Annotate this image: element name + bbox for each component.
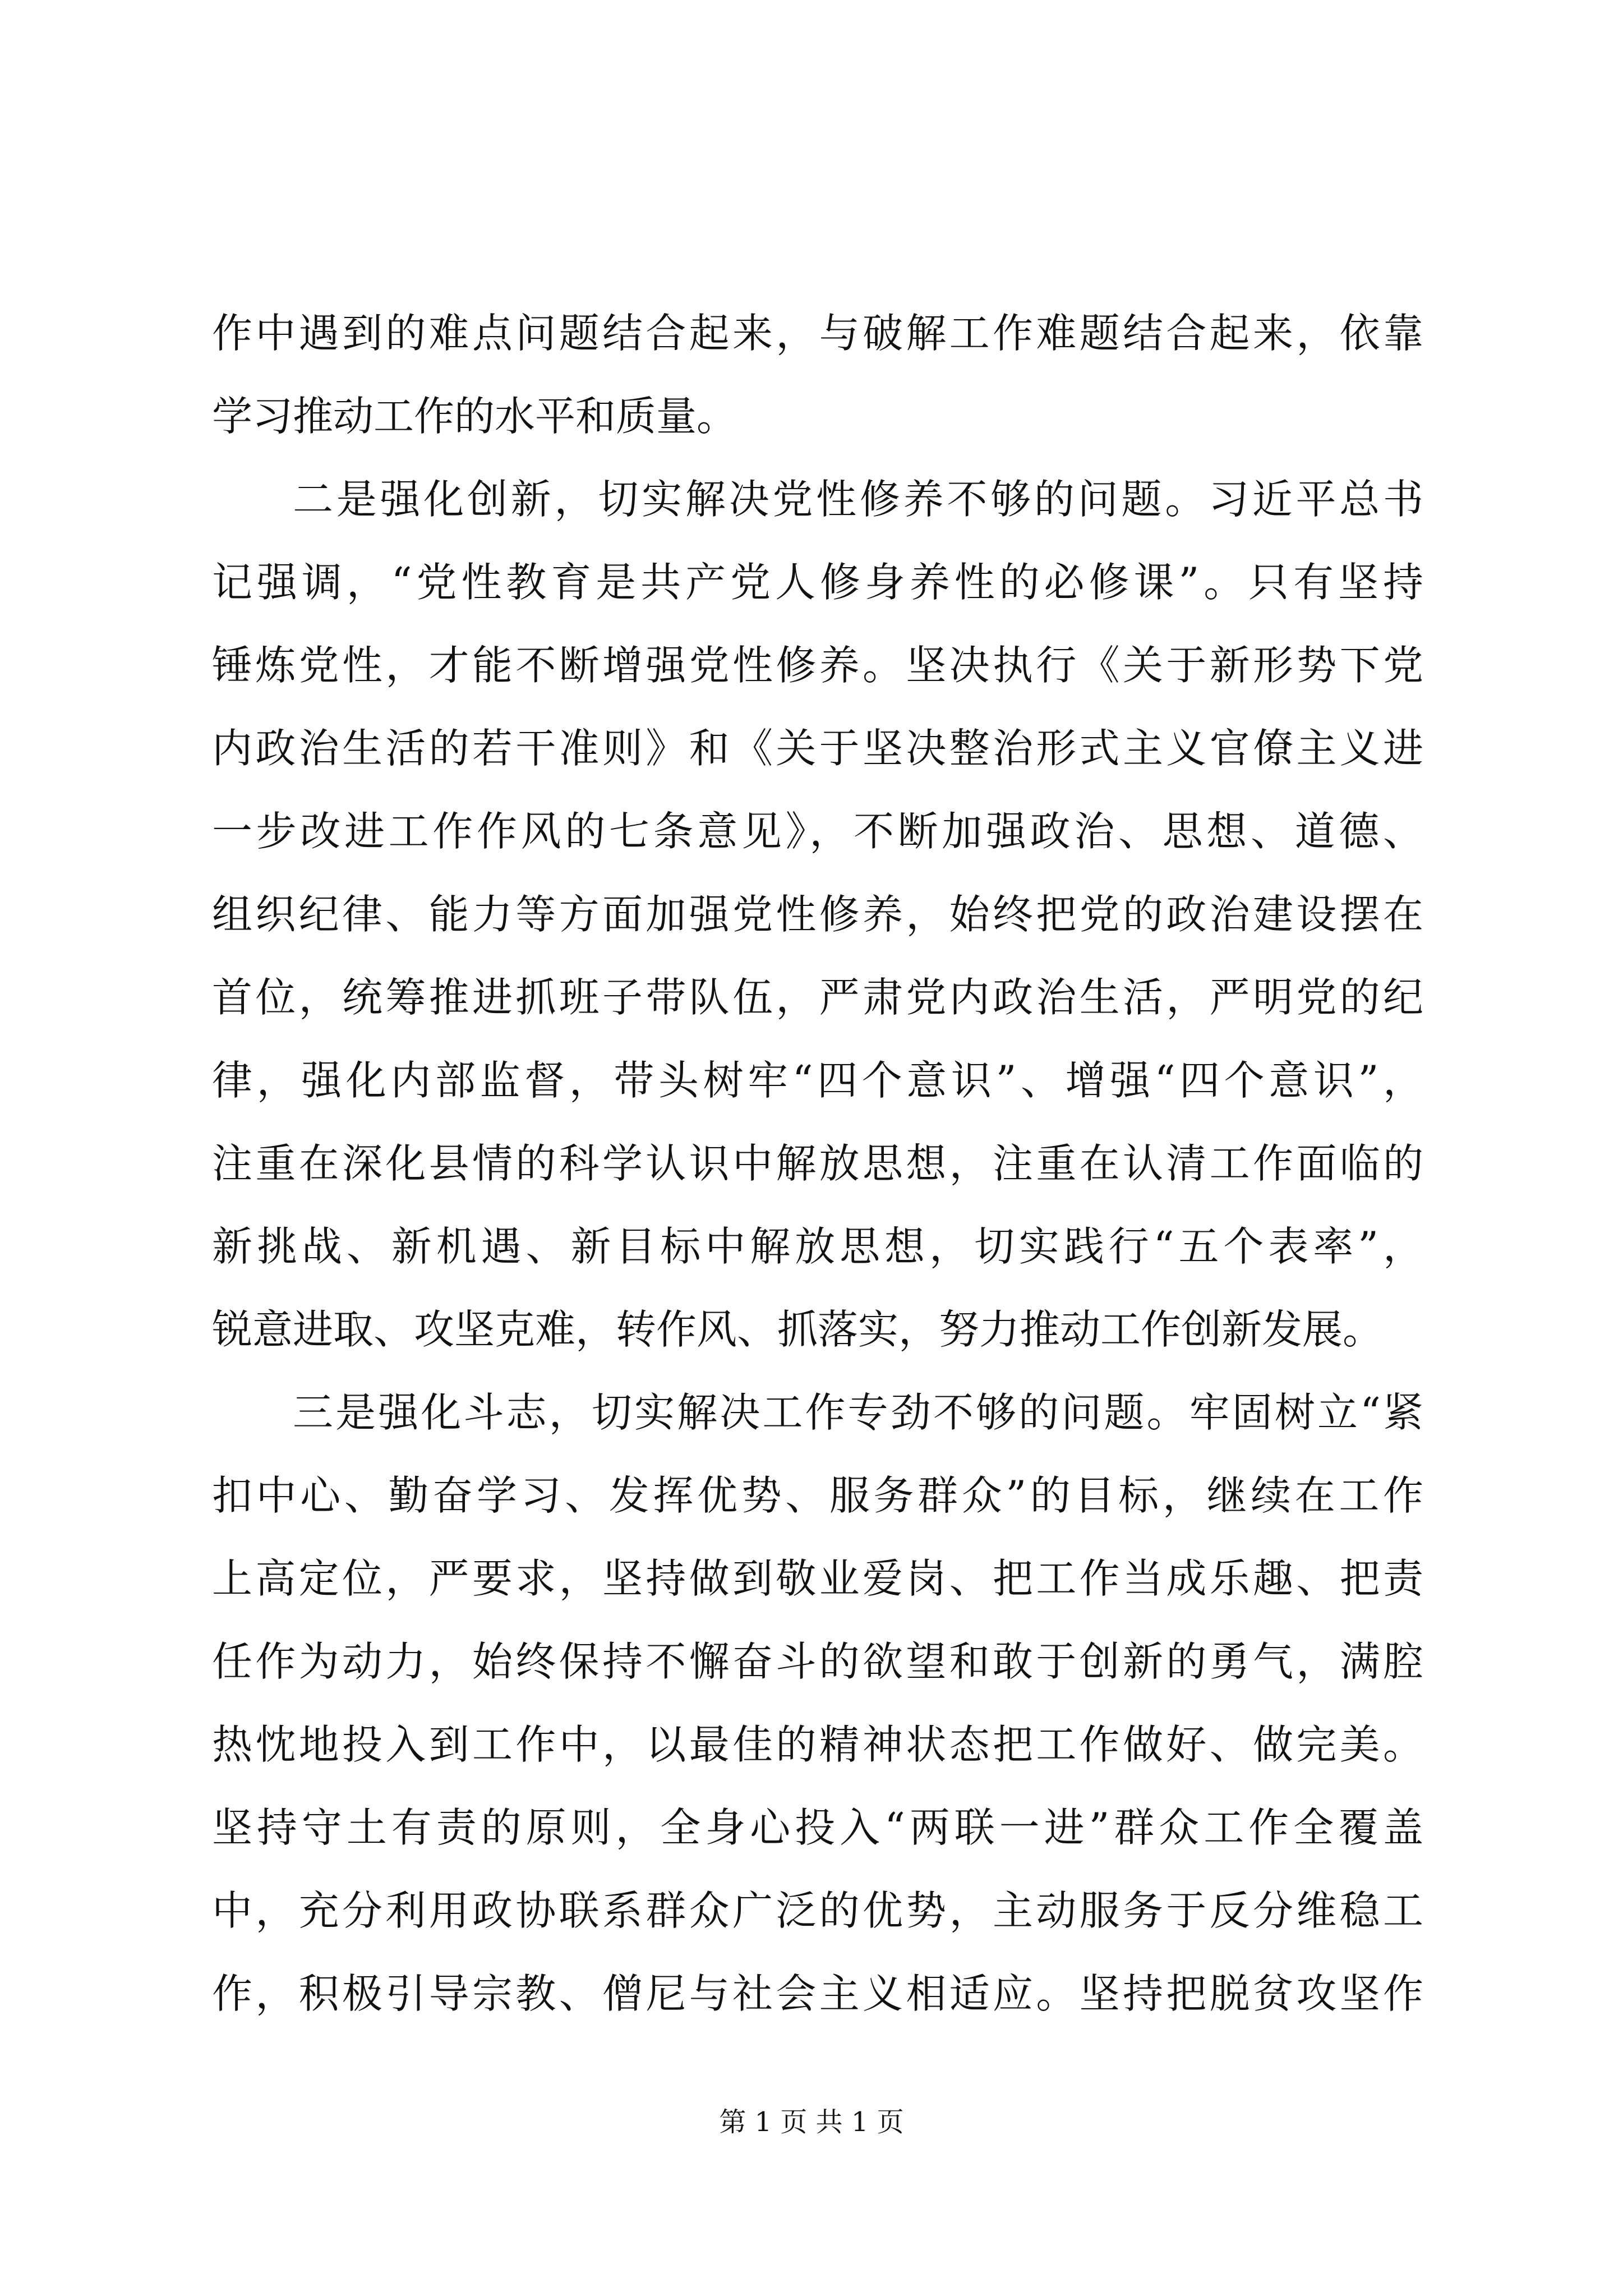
text-line: 作，积极引导宗教、僧尼与社会主义相适应。坚持把脱贫攻坚作 bbox=[212, 1970, 1423, 2017]
text-line: 作中遇到的难点问题结合起来，与破解工作难题结合起来，依靠 bbox=[212, 310, 1423, 357]
text-line: 记强调，“党性教育是共产党人修身养性的必修课”。只有坚持 bbox=[212, 559, 1423, 606]
text-line: 锤炼党性，才能不断增强党性修养。坚决执行《关于新形势下党 bbox=[212, 642, 1423, 689]
text-line: 组织纪律、能力等方面加强党性修养，始终把党的政治建设摆在 bbox=[212, 891, 1423, 938]
text-line: 扣中心、勤奋学习、发挥优势、服务群众”的目标，继续在工作 bbox=[212, 1472, 1423, 1519]
text-line: 二是强化创新，切实解决党性修养不够的问题。习近平总书 bbox=[293, 476, 1423, 523]
text-line: 律，强化内部监督，带头树牢“四个意识”、增强“四个意识”， bbox=[212, 1057, 1423, 1104]
text-line: 锐意进取、攻坚克难，转作风、抓落实，努力推动工作创新发展。 bbox=[212, 1306, 1384, 1353]
text-line: 学习推动工作的水平和质量。 bbox=[212, 393, 737, 440]
text-line: 新挑战、新机遇、新目标中解放思想，切实践行“五个表率”， bbox=[212, 1223, 1423, 1270]
text-line: 一步改进工作作风的七条意见》，不断加强政治、思想、道德、 bbox=[212, 808, 1423, 855]
text-line: 热忱地投入到工作中，以最佳的精神状态把工作做好、做完美。 bbox=[212, 1721, 1423, 1768]
text-line: 内政治生活的若干准则》和《关于坚决整治形式主义官僚主义进 bbox=[212, 725, 1423, 772]
page-footer: 第 1 页 共 1 页 bbox=[719, 2106, 904, 2138]
text-line: 注重在深化县情的科学认识中解放思想，注重在认清工作面临的 bbox=[212, 1140, 1423, 1187]
body-text bbox=[212, 292, 1423, 2035]
text-line: 中，充分利用政协联系群众广泛的优势，主动服务于反分维稳工 bbox=[212, 1887, 1423, 1934]
text-line: 坚持守土有责的原则，全身心投入“两联一进”群众工作全覆盖 bbox=[212, 1804, 1423, 1851]
text-line: 上高定位，严要求，坚持做到敬业爱岗、把工作当成乐趣、把责 bbox=[212, 1555, 1423, 1602]
text-line: 首位，统筹推进抓班子带队伍，严肃党内政治生活，严明党的纪 bbox=[212, 974, 1423, 1021]
text-line: 三是强化斗志，切实解决工作专劲不够的问题。牢固树立“紧 bbox=[293, 1389, 1423, 1436]
text-line: 任作为动力，始终保持不懈奋斗的欲望和敢于创新的勇气，满腔 bbox=[212, 1638, 1423, 1685]
